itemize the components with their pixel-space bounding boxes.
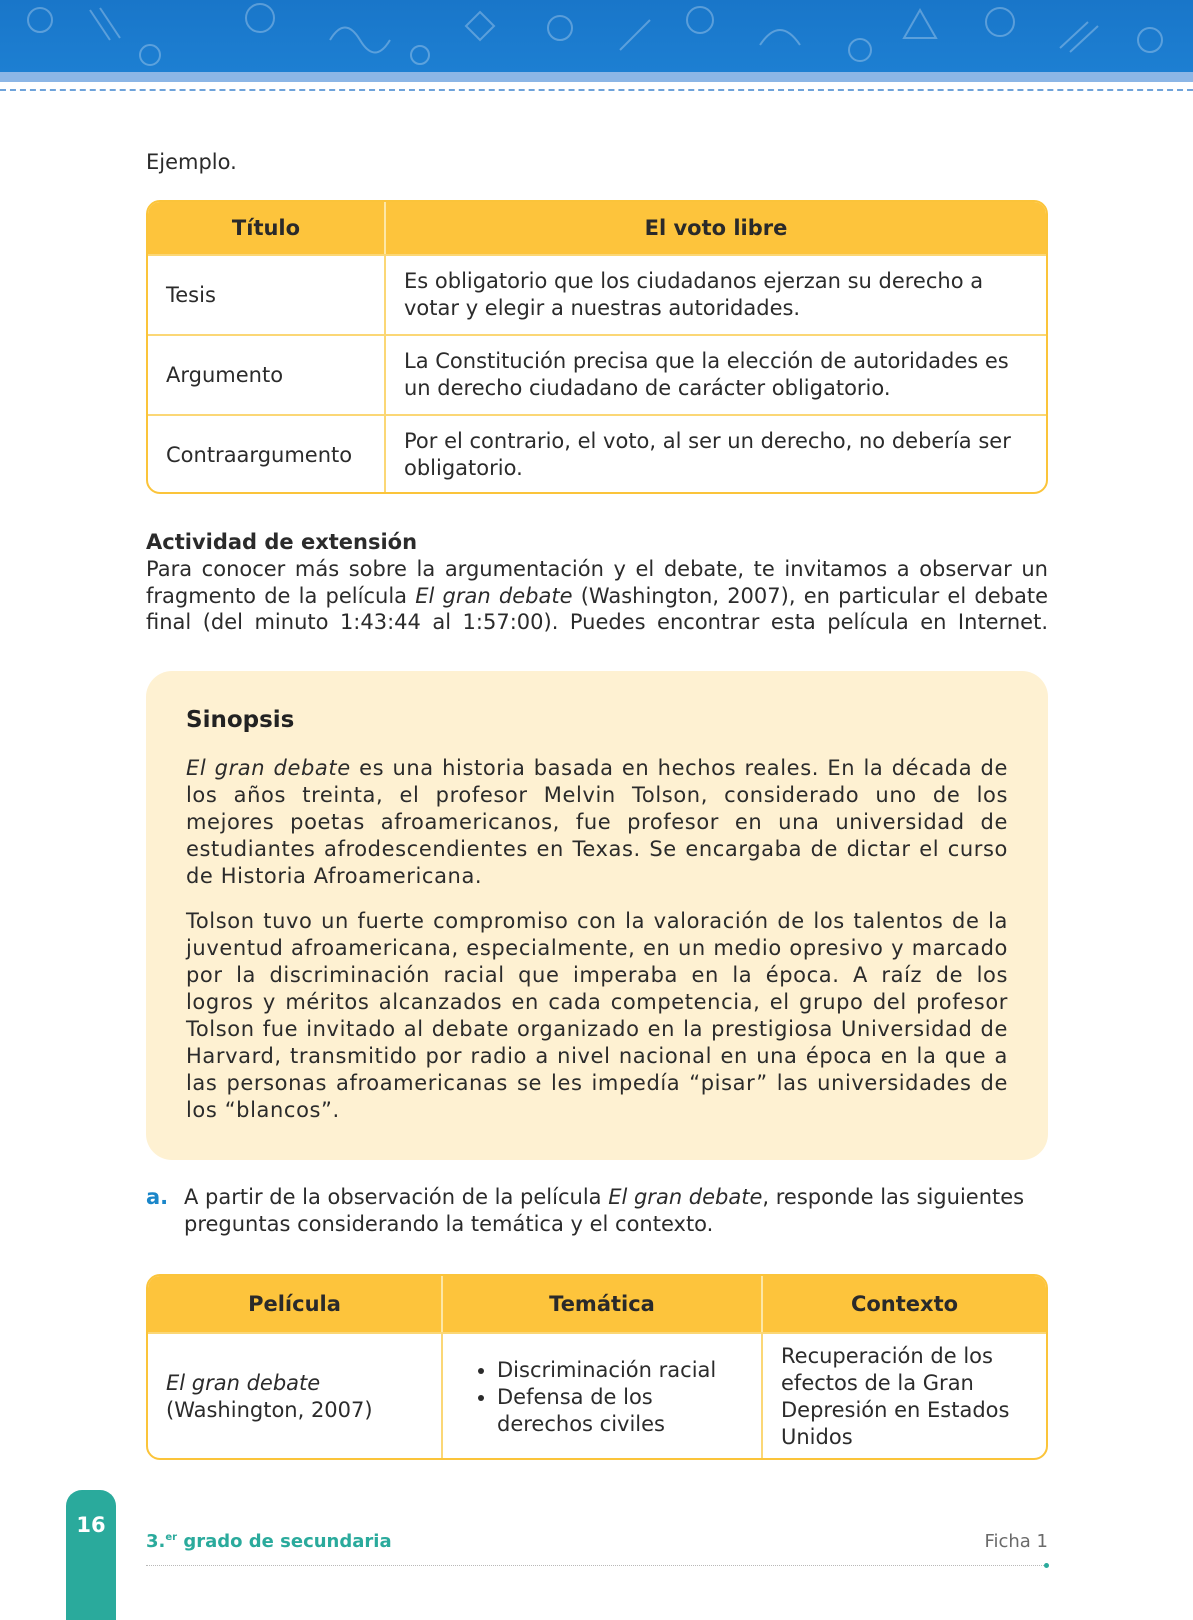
table-header-row: [148, 202, 1046, 254]
extension-text: (Washington, 2007), en particular el debate final (del minuto 1:43:44 al 1:57:00). Puedes encontrar esta película en Internet.: [146, 583, 1048, 634]
page-number-tab: [66, 1490, 116, 1620]
row-label: Contraargumento: [166, 442, 353, 467]
row-text: Es obligatorio que los ciudadanos ejerzan su derecho a votar y elegir a nuestras autoridades.: [384, 256, 1046, 334]
film-title: El gran debate: [608, 1185, 763, 1209]
context-cell: Recuperación de los efectos de la Gran Depresión en Estados Unidos: [761, 1334, 1046, 1460]
themes-cell: [441, 1334, 761, 1460]
row-text: La Constitución precisa que la elección de autoridades es un derecho ciudadano de carácter obligatorio.: [384, 336, 1046, 414]
film-analysis-table: [146, 1274, 1048, 1460]
grade-superscript: er: [165, 1532, 178, 1543]
grade-label: [146, 1531, 392, 1552]
table-row: [148, 1332, 1046, 1460]
banner-strip: [0, 72, 1193, 82]
grade-number: 3.: [146, 1531, 166, 1552]
row-text: Por el contrario, el voto, al ser un derecho, no debería ser obligatorio.: [384, 416, 1046, 494]
film-title: El gran debate: [415, 583, 573, 608]
question-a: [146, 1184, 1048, 1238]
film-year: (Washington, 2007): [166, 1398, 373, 1422]
table-header-cell: Contexto: [761, 1276, 1046, 1332]
header-banner: [0, 0, 1193, 72]
example-table: [146, 200, 1048, 494]
list-item: • Discriminación racial: [497, 1357, 743, 1384]
ficha-label: Ficha 1: [984, 1531, 1048, 1552]
extension-title: Actividad de extensión: [146, 530, 418, 554]
table-header-cell: Título: [231, 216, 301, 240]
extension-body: [146, 556, 1048, 636]
list-item: • Defensa de los derechos civiles: [497, 1384, 743, 1438]
banner-dashed-line: [0, 89, 1193, 91]
footer-divider: [146, 1565, 1046, 1566]
synopsis-text: es una historia basada en hechos reales. En la década de los años treinta, el profesor Melvin Tolson, considerado uno de los mejores poetas afroamericanos, fue profesor en una universidad de estudiantes afrodescendientes en Texas. Se encargaba de dictar el curso de Historia Afroamericana.: [186, 756, 1008, 888]
table-row: [148, 414, 1046, 494]
synopsis-title: Sinopsis: [186, 707, 295, 733]
table-row: [148, 334, 1046, 414]
footer-dot: [1044, 1563, 1049, 1568]
intro-text: Ejemplo.: [146, 150, 237, 174]
grade-text: grado de secundaria: [177, 1531, 392, 1552]
extension-text: Para conocer más sobre la argumentación y el debate, te invitamos a observar un fragmento de la película: [146, 557, 1048, 608]
synopsis-paragraph: [186, 755, 1008, 890]
question-text-part: A partir de la observación de la película: [184, 1185, 609, 1209]
question-text: [184, 1184, 1048, 1238]
film-title: El gran debate: [186, 756, 351, 780]
table-header-row: [148, 1276, 1046, 1332]
synopsis-box: [146, 671, 1048, 1160]
table-header-cell: Película: [248, 1292, 341, 1316]
film-title: El gran debate: [166, 1371, 321, 1395]
row-label: Tesis: [166, 282, 216, 307]
film-cell: [148, 1334, 441, 1460]
table-header-cell: Temática: [441, 1276, 761, 1332]
page-number: 16: [76, 1513, 106, 1537]
banner-doodles: [0, 0, 1193, 72]
themes-list: [461, 1357, 743, 1438]
table-header-cell: El voto libre: [384, 202, 1046, 254]
row-label: Argumento: [166, 362, 284, 387]
synopsis-paragraph: Tolson tuvo un fuerte compromiso con la valoración de los talentos de la juventud afroamericana, especialmente, en un medio opresivo y marcado por la discriminación racial que imperaba en la época. A raíz de los logros y méritos alcanzados en cada competencia, el grupo del profesor Tolson fue invitado al debate organizado en la prestigiosa Universidad de Harvard, transmitido por radio a nivel nacional en una época en la que a las personas afroamericanas se les impedía “pisar” las universidades de los “blancos”.: [186, 909, 1008, 1122]
question-text-part: , responde las siguientes preguntas considerando la temática y el contexto.: [184, 1185, 1025, 1236]
question-letter: a.: [146, 1185, 169, 1209]
table-row: [148, 254, 1046, 334]
